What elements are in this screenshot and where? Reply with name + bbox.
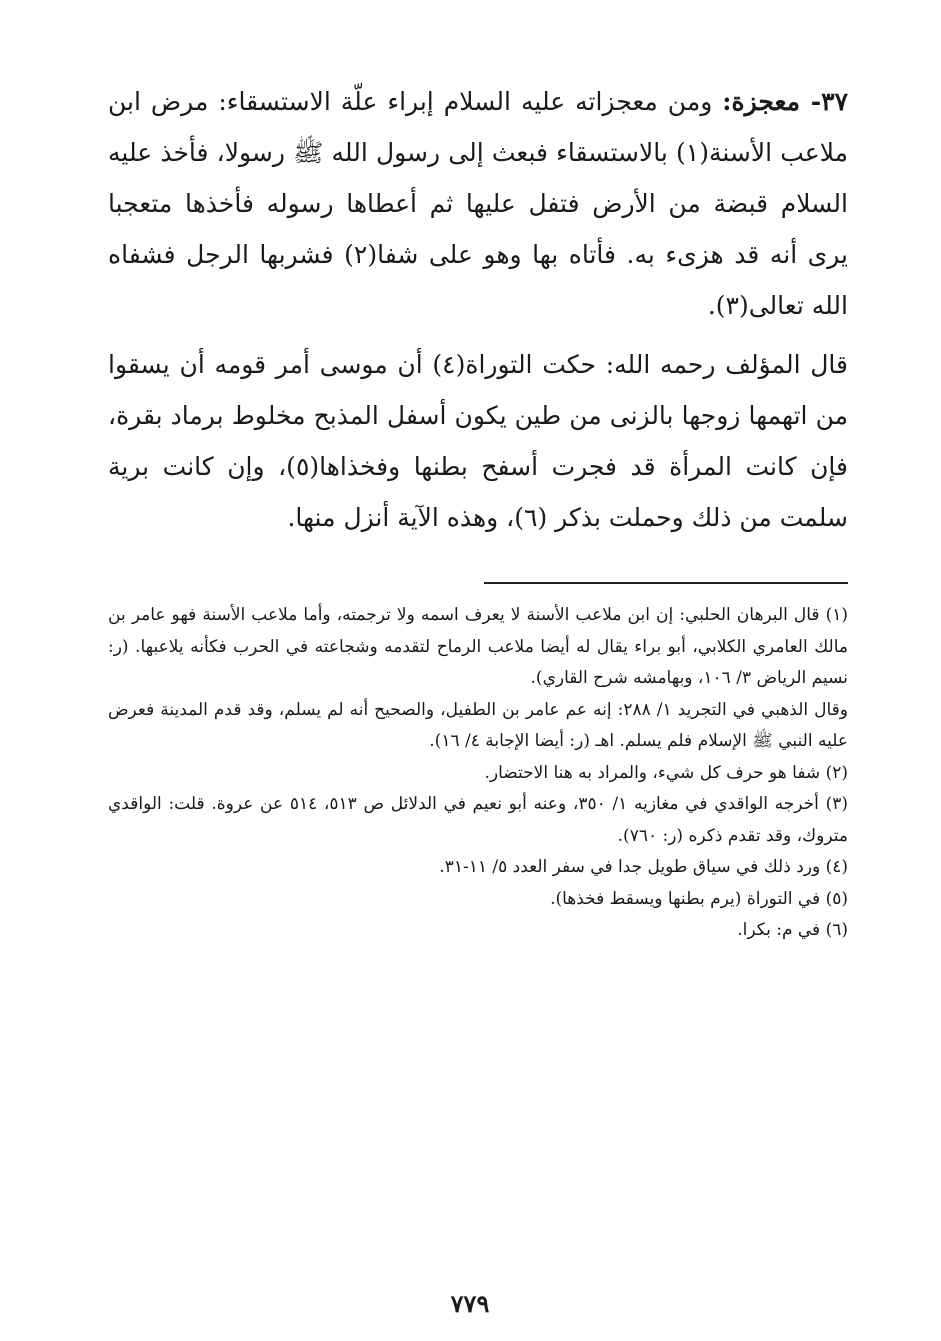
footnote-2: (٢) شفا هو حرف كل شيء، والمراد به هنا الاحتضار. [484,762,848,783]
main-text [108,76,848,543]
page-number: ٧٧٩ [450,1289,490,1318]
paragraph-text: قال المؤلف رحمه الله: حكت التوراة(٤) أن موسى أمر قومه أن يسقوا من اتهمها زوجها بالزنى من طين يكون أسفل المذبح مخلوط برماد بقرة، فإن كانت المرأة قد فجرت أسفح بطنها وفخذاها(٥)، وإن كانت برية سلمت من ذلك وحملت بذكر (٦)، وهذه الآية أنزل منها. [108,350,848,532]
footnote-5: (٥) في التوراة (يرم بطنها ويسقط فخذها). [550,888,848,909]
footnote-3: (٣) أخرجه الواقدي في مغازيه ١/ ٣٥٠، وعنه أبو نعيم في الدلائل ص ٥١٣، ٥١٤ عن عروة. قلت: الواقدي متروك، وقد تقدم ذكره (ر: ٧٦٠). [108,794,848,846]
footnote-1: (١) قال البرهان الحلبي: إن ابن ملاعب الأسنة لا يعرف اسمه ولا ترجمته، وأما ملاعب الأسنة فهو عامر بن مالك العامري الكلابي، أبو براء يقال له أيضا ملاعب الرماح لتقدمه وشجاعته في الحرب فكأنه يلاعبها. (ر: نسيم الرياض ٣/ ١٠٦، وبهامشه شرح القاري). [108,605,848,688]
footnotes [108,600,848,947]
footnote-1-continued: وقال الذهبي في التجريد ١/ ٢٨٨: إنه عم عامر بن الطفيل، والصحيح أنه لم يسلم، وقد قدم المدينة فعرض عليه النبي ﷺ الإسلام فلم يسلم. اهـ (ر: أيضا الإجابة ٤/ ١٦). [108,699,848,751]
miracle-heading: ٣٧- معجزة: [722,87,848,116]
paragraph-miracle-37 [108,76,848,331]
paragraph-author-comment [108,339,848,543]
footnote-6: (٦) في م: بكرا. [737,920,848,940]
footnote-divider [484,582,848,584]
footnote-4: (٤) ورد ذلك في سياق طويل جدا في سفر العدد ٥/ ١١-٣١. [439,857,848,877]
paragraph-text: ومن معجزاته عليه السلام إبراء علّة الاستسقاء: مرض ابن ملاعب الأسنة(١) بالاستسقاء فبعث إلى رسول الله ﷺ رسولا، فأخذ عليه السلام قبضة من الأرض فتفل عليها ثم أعطاها رسوله فأخذها متعجبا يرى أنه قد هزىء به. فأتاه بها وهو على شفا(٢) فشربها الرجل فشفاه الله تعالى(٣). [108,87,849,320]
